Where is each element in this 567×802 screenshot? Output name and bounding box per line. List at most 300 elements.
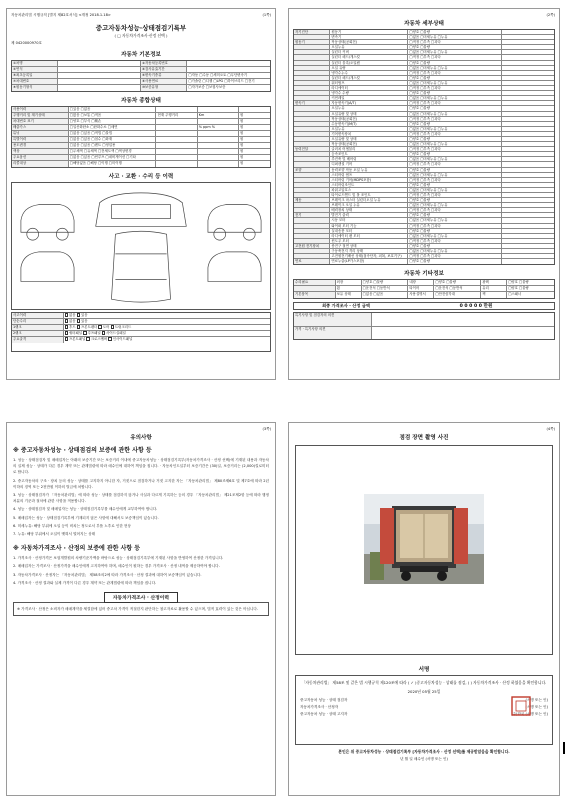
table-cell: 작동상태(공회전) (330, 40, 408, 44)
table-cell[interactable]: □없음 □있음 □렌트 □영업용 (69, 143, 157, 148)
table-cell (294, 218, 330, 222)
table-cell[interactable]: □일산화탄소 □탄화수소 □매연 (69, 125, 157, 130)
basic-info-table (11, 60, 271, 92)
table-cell (198, 137, 239, 142)
table-cell: 스티어링 기어(MDPS포함) (330, 178, 408, 182)
table-cell[interactable]: □적정 □부족 □과다 (408, 178, 502, 182)
table-cell: 오일누유 (330, 106, 408, 110)
table-cell (198, 107, 239, 112)
page-number: (1쪽) (262, 13, 271, 17)
table-cell[interactable]: 없음 있음 (64, 313, 270, 318)
table-cell[interactable]: □없음 □미세누유 □누유 (408, 142, 502, 146)
notice-box-text: ※ 가격조사 · 산정은 소비자가 매매계약을 체결함에 있어 중고차 가격이 적절한지 판단하는 참고자료로 활용할 수 있으며, 법적 효력이 있는 것은 아닙니다. (13, 602, 269, 616)
table-cell: 원동기 (330, 30, 408, 34)
table-cell: 색상 (12, 149, 69, 154)
photo-heading: 점검 장면 촬영 사진 (399, 435, 449, 441)
table-cell (502, 76, 554, 80)
table-cell[interactable]: □없음 □미세누유 □누유 (408, 249, 502, 253)
table-cell[interactable] (58, 79, 141, 84)
notice-paragraph: 4. 가격조사 · 산정 결과와 실제 가격이 다른 경우 계약 또는 관계법령에 따라 책임을 집니다. (13, 580, 157, 585)
table-cell: ⑤최초등록일 (12, 73, 58, 78)
table-cell: 배출가스 (12, 125, 69, 130)
table-cell (502, 96, 554, 100)
table-cell[interactable]: □없음 □미세누유 □누유 (408, 35, 502, 39)
table-cell (294, 157, 330, 161)
table-cell[interactable]: □양호 □불량 (408, 76, 502, 80)
table-cell[interactable] (372, 313, 554, 326)
table-cell: 스티어링조인트 (330, 183, 408, 187)
table-cell: 연료 (294, 259, 330, 264)
table-cell: 변속기 (330, 35, 408, 39)
table-cell[interactable]: □적정 □부족 □과다 (408, 117, 502, 121)
company-seal-icon (510, 695, 532, 717)
photo-box (295, 445, 553, 655)
table-cell (156, 137, 197, 142)
table-cell (502, 35, 554, 39)
page-3 (6, 422, 276, 796)
table-cell[interactable]: □적정 □부족 □과다 (408, 40, 502, 44)
table-cell[interactable]: □양호 □부식 □훼손 (69, 119, 157, 124)
table-cell[interactable]: □없음 □미세누유 □누유 (408, 66, 502, 70)
table-cell[interactable]: □양호 □불량 (408, 244, 502, 248)
table-cell (156, 125, 197, 130)
table-cell (502, 61, 554, 65)
table-cell (502, 249, 554, 253)
table-cell (502, 101, 554, 105)
table-cell[interactable]: □적정 □부족 □과다 (408, 86, 502, 90)
table-cell[interactable]: □스패너 (508, 292, 522, 297)
table-cell[interactable]: □적정 □부족 □과다 (408, 55, 502, 59)
sign-box (295, 675, 553, 745)
final-price-value: 0 0 0 0 0 만원 (459, 304, 493, 310)
table-cell[interactable]: □양호 □불량 (408, 45, 502, 49)
table-cell: 고전원전기배선 상태(접속단자, 피복, 보호기구) (330, 254, 408, 258)
sign-statement: 「자동차관리법」 제58조 및 같은 법 시행규칙 제120조에 따라 ( ✓ )중고자동차성능 · 상태를 점검, ( ) 자동차가격조사 · 산정 하였음을 확인합니다. (301, 680, 547, 685)
text-cursor-icon (563, 742, 565, 754)
table-cell: 오일유량 및 상태 (330, 112, 408, 116)
table-cell: 원 (240, 161, 244, 165)
table-cell: 원 (240, 125, 244, 129)
table-cell (294, 45, 330, 49)
page-1 (6, 8, 276, 380)
signer-name[interactable]: (주)한국 (서명 또는 인) (511, 711, 548, 716)
table-cell (502, 224, 554, 228)
table-cell[interactable] (187, 61, 270, 66)
table-cell (294, 203, 330, 207)
table-cell (198, 155, 239, 160)
table-cell[interactable]: □양호 □불량 (408, 152, 502, 156)
table-cell[interactable]: □양호 □불량 (434, 280, 481, 285)
signer-role: 중고자동차 성능 · 상태 점검자 (300, 697, 348, 702)
table-cell: 오일 유량 (330, 66, 408, 70)
table-cell: 주요옵션 (12, 155, 69, 160)
table-cell[interactable]: □적정 □부족 □과다 (408, 162, 502, 166)
table-cell: 변속기 (294, 101, 330, 105)
table-cell[interactable]: □없음 □있음 □썬루프 □네비게이션 □기타 (69, 155, 157, 160)
table-cell: 윈도우 모터 (330, 239, 408, 243)
overall-status-heading: 자동차 종합상태 (121, 98, 161, 104)
table-cell (156, 149, 197, 154)
table-cell[interactable]: □해당없음 □해당 □이행 □미이행 (69, 161, 157, 167)
page-4 (288, 422, 560, 796)
table-cell: 등속조인트 (330, 152, 408, 156)
table-cell: 실린더 헤드/개스킷 (330, 76, 408, 80)
table-cell (294, 142, 330, 146)
table-cell[interactable]: □없음 □미세누유 □누유 (408, 112, 502, 116)
table-cell[interactable]: □운전석 □동반석 (434, 286, 481, 291)
table-cell[interactable]: □없음 □미세누유 □누유 (408, 81, 502, 85)
table-cell[interactable]: □적정 □부족 □과다 (408, 193, 502, 197)
table-cell: 오일누유 (330, 127, 408, 131)
table-cell[interactable]: □적정 □부족 □과다 (408, 254, 502, 258)
table-cell (294, 61, 330, 65)
form-title: 중고자동차성능·상태점검기록부 (95, 24, 187, 32)
table-cell[interactable]: □적정 □부족 □과다 (408, 101, 502, 105)
table-cell[interactable]: □자동 □수동 □세미오토 □무단변속기 (188, 73, 248, 77)
basic-info-heading: 자동차 기본정보 (121, 52, 161, 58)
table-cell[interactable]: □없음 □미세누유 □누유 (408, 157, 502, 161)
table-cell[interactable]: □운전석 □동반석 (362, 286, 409, 291)
table-cell[interactable]: □양호 □불량 (362, 280, 409, 285)
table-cell (294, 137, 330, 141)
detail-status-heading: 자동차 세부상태 (404, 21, 444, 27)
sign-date: 2020년 05월 25일 (407, 688, 441, 694)
page-number: (3쪽) (262, 427, 271, 431)
table-cell[interactable]: □없음 □미세누유 □누유 (408, 96, 502, 100)
table-cell: 자동변속기(A/T) (330, 101, 408, 105)
table-cell: 원 (240, 113, 244, 117)
table-cell[interactable]: □적정 □부족 □과다 (408, 132, 502, 136)
table-cell[interactable]: □적정 □부족 □과다 (408, 224, 502, 228)
table-cell: 차대번호 표기 (12, 119, 69, 124)
table-cell: 오일유량 및 상태 (330, 137, 408, 141)
signer-name[interactable]: (서명 또는 인) (525, 697, 548, 702)
notice-paragraph: 2. 중고자동차의 구조 · 장치 등의 성능 · 상태를 고지하지 아니한 자, 거짓으로 점검하거나 거짓 고지한 자는 「자동차관리법」 제80조제6호 및 제7호에 따라 2년 이하의 징역 또는 2천만원 이하의 벌금에 처합니다. (13, 478, 269, 489)
table-cell: 단순수리 (12, 319, 64, 324)
table-cell: 냉각수누수 (330, 71, 408, 75)
table-cell: 구동축전지 격리 상태 (330, 249, 408, 253)
table-cell: 실린더 헤드/개스킷 (330, 55, 408, 59)
table-cell (502, 127, 554, 131)
table-cell (502, 40, 554, 44)
table-cell (502, 71, 554, 75)
table-cell (502, 244, 554, 248)
table-cell[interactable]: □양호 □불량 (408, 122, 502, 126)
table-cell[interactable]: □없음 □미세누유 □누유 (408, 234, 502, 238)
table-cell: ⑦차대번호 (12, 79, 58, 84)
table-cell (502, 147, 554, 151)
table-cell: 실린더 블록/오일팬 (330, 61, 408, 65)
table-cell (502, 157, 554, 161)
table-cell (502, 183, 554, 187)
table-cell (502, 168, 554, 172)
table-cell: 기어변속장치 (330, 132, 408, 136)
table-cell[interactable] (58, 67, 141, 72)
table-cell[interactable]: □양호 □불량 (408, 259, 502, 264)
notice-subheading: ※ 중고자동차성능 · 상태점검의 보증에 관한 사항 등 (13, 447, 152, 454)
table-cell[interactable]: □없음 □미세누유 □누유 (408, 203, 502, 207)
table-cell (294, 127, 330, 131)
table-cell (502, 45, 554, 49)
sign-heading: 서명 (418, 667, 430, 673)
table-cell (294, 66, 330, 70)
signer-name[interactable]: (서명 또는 인) (525, 704, 548, 709)
table-cell (502, 66, 554, 70)
table-cell (156, 119, 197, 124)
table-cell[interactable]: □적정 □부족 □과다 (408, 71, 502, 75)
table-cell: 고전원 전기장치 (294, 244, 330, 248)
table-cell[interactable]: □적정 □부족 □과다 (408, 239, 502, 243)
record-number: 제 0420000970호 (11, 41, 42, 45)
table-cell: 조향 (294, 168, 330, 172)
table-cell[interactable]: □무채색 □유채색 □전체도색 □색상변경 (69, 149, 157, 154)
table-cell[interactable]: □양호 □불량 (408, 61, 502, 65)
table-cell[interactable]: □자가보증 □보험사보증 (188, 85, 226, 89)
table-cell (502, 122, 554, 126)
table-cell[interactable]: □많음 □보통 □적음 (69, 113, 157, 118)
table-cell: 타이어 (408, 286, 434, 291)
table-cell: 내장 (408, 280, 434, 285)
table-cell: 기본품목 (294, 292, 336, 298)
notice-paragraph: 6. 미세누유: 해당 부위에 오일 등이 비치는 정도로서 부품 노후로 인한 현상 (13, 523, 131, 528)
table-cell[interactable]: □적정 □부족 □과다 (408, 147, 502, 151)
table-cell[interactable]: □양호 □불량 (408, 30, 502, 34)
table-cell: 사용설명서 (408, 292, 434, 298)
table-cell: 오일누유 (330, 45, 408, 49)
page-number: (4쪽) (546, 427, 555, 431)
table-cell (502, 55, 554, 59)
table-cell (294, 183, 330, 187)
table-cell: 광택 (481, 280, 507, 285)
table-cell (502, 132, 554, 136)
table-cell[interactable]: □양호 □불량 (408, 213, 502, 217)
table-cell: 와이퍼 모터 기능 (330, 224, 408, 228)
table-cell (294, 132, 330, 136)
notice-paragraph: 5. 매매업자는 성능 · 상태점검기록부에 기재되지 않은 사항에 대해서도 보증책임이 있습니다. (13, 515, 159, 520)
table-cell: 원 (240, 143, 244, 147)
wheel-icon (56, 228, 68, 240)
table-cell: 시동 모터 (330, 218, 408, 222)
table-cell[interactable]: □적정 □부족 □과다 (408, 208, 502, 212)
table-cell: Km (198, 113, 239, 118)
table-cell[interactable] (58, 85, 141, 91)
table-cell (294, 208, 330, 212)
table-cell[interactable]: □양호 □불량 (508, 286, 529, 291)
car-front-outline (96, 193, 187, 226)
table-cell: 특기사항 및 점검자의 의견 (294, 313, 372, 326)
table-cell (502, 142, 554, 146)
notice-paragraph: 3. 성능 · 상태점검자가 「자동차관리법」에 따라 성능 · 상태를 점검하지 않거나 사실과 다르게 기록하는 등의 경우 「자동차관리법」 제21조제2항 등에 따라 행정처분의 기준과 절차에 관한 사항을 적용합니다. (13, 493, 269, 504)
other-info-heading: 자동차 기타정보 (404, 271, 444, 278)
table-cell (502, 152, 554, 156)
form-subtitle: ( □ 자동차가격조사·산정 선택 ) (114, 33, 168, 38)
table-cell[interactable]: □없음 □있음 □적법 □불법 (69, 131, 157, 136)
table-cell[interactable]: □없음 □미세누유 □누유 (408, 173, 502, 177)
table-cell (294, 76, 330, 80)
other-info-table (293, 279, 555, 299)
table-cell (156, 161, 197, 167)
table-cell: 연료누출(LP가스포함) (330, 259, 408, 264)
notice-subheading: ※ 자동차가격조사 · 산정의 보증에 관한 사항 등 (13, 545, 141, 553)
final-price-row (293, 302, 555, 310)
table-cell (156, 155, 197, 160)
table-cell (239, 107, 270, 112)
table-cell (294, 35, 330, 39)
table-cell (502, 117, 554, 121)
table-cell[interactable]: □양호 □불량 (408, 183, 502, 187)
wheel-icon (243, 228, 255, 240)
table-cell[interactable]: □없음 □미세누유 □누유 (408, 50, 502, 54)
car-top-outline (111, 231, 170, 302)
table-cell (294, 188, 330, 192)
table-cell (502, 198, 554, 202)
table-cell (502, 213, 554, 217)
table-cell[interactable]: 쿼터패널 루프패널 사이드실패널 (64, 331, 270, 336)
table-cell: ⑩보증유형 (141, 85, 187, 91)
notice-paragraph: 1. 가격조사 · 산정가격은 보험개발원의 차량기준가액을 바탕으로 성능 · 상태점검기록부에 기재된 사항을 반영하여 산정한 가격입니다. (13, 556, 224, 561)
table-cell (294, 55, 330, 59)
table-cell[interactable]: □양호 □불량 (408, 106, 502, 110)
table-cell (502, 30, 554, 34)
table-cell: ①차명 (12, 61, 58, 66)
car-side-right-lower-outline (208, 252, 261, 282)
wheel-icon (27, 228, 39, 240)
table-cell (502, 81, 554, 85)
table-cell: 외장 (336, 280, 362, 285)
overall-status-table (11, 106, 271, 168)
table-cell[interactable]: □없음 □있음 □침수 □화재 (69, 137, 157, 142)
table-cell: 작동상태(공회전) (330, 142, 408, 146)
table-cell (294, 91, 330, 95)
notice-paragraphs (13, 555, 269, 586)
table-cell[interactable]: □없음 □미세누유 □누유 (408, 127, 502, 131)
table-cell (502, 259, 554, 264)
table-cell: 워터펌프 (330, 81, 408, 85)
table-cell: ⑧사용연료 (141, 79, 187, 84)
table-cell: 현재 주행거리 (156, 113, 197, 118)
table-cell (502, 86, 554, 90)
table-cell (502, 50, 554, 54)
table-cell: 브레이크 오일 누유 (330, 203, 408, 207)
car-diagram-box (11, 182, 271, 310)
table-cell (502, 91, 554, 95)
table-cell: 동력조향 작동 오일 누유 (330, 168, 408, 172)
table-cell: 사고이력 (12, 313, 64, 318)
table-cell: 수리필요 (294, 280, 336, 285)
table-cell (502, 106, 554, 110)
table-cell (198, 149, 239, 154)
table-cell: 2랭크 (12, 331, 64, 336)
table-cell (502, 203, 554, 207)
table-cell (294, 71, 330, 75)
table-cell (198, 119, 239, 124)
table-cell[interactable]: □양호 □불량 (408, 229, 502, 233)
table-cell (294, 239, 330, 243)
table-cell[interactable]: 후드 프론트펜더 도어 트렁크리드 (64, 325, 270, 330)
table-cell[interactable] (187, 67, 270, 72)
table-cell[interactable]: □없음 □미세누유 □누유 (408, 218, 502, 222)
table-cell: 주요골격 (12, 337, 64, 343)
notice-paragraph: 3. 자동차가격조사 · 산정자는 「자동차관리법」 제58조의2에 따라 가격조사 · 산정 결과에 대하여 보증책임이 있습니다. (13, 572, 202, 577)
table-cell[interactable]: □양호 □불량 (408, 198, 502, 202)
table-cell (294, 193, 330, 197)
notice-paragraphs (13, 457, 269, 537)
table-cell: 보유 상태 (336, 292, 362, 298)
table-cell[interactable] (58, 73, 141, 78)
table-cell (294, 50, 330, 54)
bottom-acknowledgement: 본인은 위 중고자동차성능 · 상태점검기록부 [자동차가격조사 · 산정 선택]를 제공받았음을 확인합니다. (338, 748, 510, 754)
table-cell: 냉각수 수량 (330, 91, 408, 95)
table-cell (502, 254, 554, 258)
table-cell (294, 234, 330, 238)
table-cell[interactable] (58, 61, 141, 66)
signer-role: 중고자동차 성능 · 상태 고지자 (300, 711, 348, 716)
table-cell: 원동기 (294, 40, 330, 44)
accident-history-heading: 사고 · 교환 · 수리 등 이력 (108, 174, 174, 180)
table-cell[interactable]: 프론트패널 크로스멤버 인사이드패널 (64, 337, 270, 343)
table-cell[interactable]: □있음 □없음 (69, 107, 157, 112)
detail-status-table (293, 29, 555, 265)
table-cell: 사용이력 (12, 107, 69, 112)
buyer-sign-line[interactable]: 년 월 일 매수인 (서명 또는 인) (400, 757, 448, 762)
table-cell (294, 162, 330, 166)
table-cell: 유리 (481, 286, 507, 291)
table-row (294, 259, 554, 264)
table-cell[interactable]: □안전삼각대 (434, 292, 481, 298)
table-cell[interactable]: □양호 □불량 (408, 168, 502, 172)
table-cell: 튜닝 (12, 131, 69, 136)
table-cell (294, 254, 330, 258)
table-cell (502, 178, 554, 182)
table-cell: ⑨원동기형식 (12, 85, 58, 91)
car-damage-diagram (12, 183, 270, 309)
final-price-label: 최종 가격조사 · 산정 금액 (322, 303, 370, 309)
table-cell (198, 131, 239, 136)
table-cell: ②자동차등록번호 (141, 61, 187, 66)
table-cell (294, 286, 336, 291)
table-cell[interactable]: □없음 □있음 (362, 292, 409, 298)
table-cell[interactable]: □양호 □불량 (408, 137, 502, 141)
table-cell: ⑥변속기종류 (141, 73, 187, 78)
table-cell[interactable]: 없음 있음 (64, 319, 270, 324)
table-cell: 충전구 절연 상태 (330, 244, 408, 248)
table-cell[interactable]: □양호 □불량 (408, 91, 502, 95)
table-cell[interactable]: □없음 □미세누유 □누유 (408, 188, 502, 192)
table-cell (294, 106, 330, 110)
table-cell (294, 117, 330, 121)
table-cell: 휠 (336, 286, 362, 291)
signer-role: 자동차가격조사 · 산정자 (300, 704, 339, 709)
table-cell[interactable]: □양호 □불량 (508, 280, 529, 285)
table-cell[interactable]: □가솔린 □디젤 □LPG □하이브리드 □전기 (188, 79, 255, 83)
table-cell (294, 224, 330, 228)
notice-paragraph: 4. 성능 · 상태점검자 및 매매업자는 성능 · 상태점검기록부를 매수인에게 교부하여야 합니다. (13, 507, 158, 512)
table-cell[interactable] (372, 327, 554, 339)
table-cell: 작동상태(공회전) (330, 117, 408, 121)
table-cell: 추진축 및 베어링 (330, 157, 408, 161)
table-cell (502, 162, 554, 166)
notice-paragraph: 2. 매매업자는 가격조사 · 산정가격을 매수인에게 고지하여야 하며, 매수인이 원하는 경우 가격조사 · 산정 내역을 제공하여야 합니다. (13, 564, 220, 569)
table-cell: 실린더 커버 (330, 50, 408, 54)
table-cell: 특별이력 (12, 137, 69, 142)
table-cell: 제동 (294, 198, 330, 202)
table-cell (156, 131, 197, 136)
table-cell: 1랭크 (12, 325, 64, 330)
table-cell: 원 (240, 155, 244, 159)
table-cell (502, 173, 554, 177)
table-cell: 커먼레일 (330, 96, 408, 100)
notice-box-title: 자동차가격조사 · 산정이력 (104, 592, 178, 603)
